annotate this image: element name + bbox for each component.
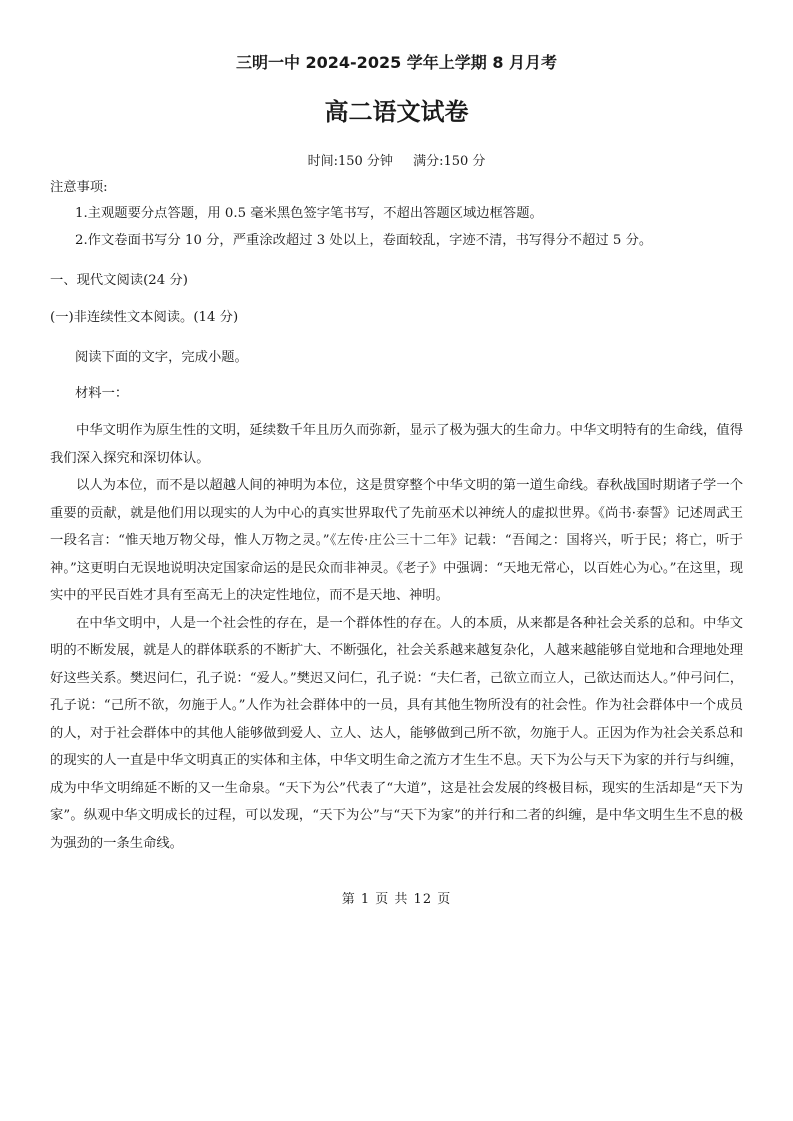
note-item-2: 2.作文卷面书写分 10 分，严重涂改超过 3 处以上，卷面较乱，字迹不清，书写得分不超过 5 分。 bbox=[75, 233, 653, 248]
material-label: 材料一： bbox=[75, 386, 129, 401]
paragraph: 以人为本位，而不是以超越人间的神明为本位，这是贯穿整个中华文明的第一道生命线。春秋战国时期诸子学一个重要的贡献，就是他们用以现实的人为中心的真实世界取代了先前巫术以神统人的虚拟世界。《尚书·泰誓》记述周武王一段名言：“惟天地万物父母，惟人万物之灵。”《左传·庄公三十二年》记载：“吾闻之：国将兴，听于民；将亡，听于神。”这更明白无误地说明决定国家命运的是民众而非神灵。《老子》中强调：“天地无常心，以百姓心为心。”在这里，现实中的平民百姓才具有至高无上的决定性地位，而不是天地、神明。 bbox=[50, 478, 743, 603]
paragraph: 在中华文明中，人是一个社会性的存在，是一个群体性的存在。人的本质，从来都是各种社会关系的总和。中华文明的不断发展，就是人的群体联系的不断扩大、不断强化，社会关系越来越复杂化，人越来越能够自觉地和合理地处理好这些关系。樊迟问仁，孔子说：“爱人。”樊迟又问仁，孔子说：“夫仁者，己欲立而立人，己欲达而达人。”仲弓问仁，孔子说：“己所不欲，勿施于人。”人作为社会群体中的一员，具有其他生物所没有的社会性。作为社会群体中一个成员的人，对于社会群体中的其他人能够做到爱人、立人、达人，能够做到己所不欲，勿施于人。正因为作为社会关系总和的现实的人一直是中华文明真正的实体和主体，中华文明生命之流方才生生不息。天下为公与天下为家的并行与纠缠，成为中华文明绵延不断的又一生命泉。“天下为公”代表了“大道”，这是社会发展的终极目标，现实的生活却是“天下为家”。纵观中华文明成长的过程，可以发现，“天下为公”与“天下为家”的并行和二者的纠缠，是中华文明生生不息的极为强劲的一条生命线。 bbox=[50, 615, 743, 851]
section-heading: 一、现代文阅读(24 分) bbox=[50, 273, 188, 288]
note-item-1: 1.主观题要分点答题，用 0.5 毫米黑色签字笔书写，不超出答题区域边框答题。 bbox=[75, 206, 543, 221]
page-title: 高二语文试卷 bbox=[324, 98, 469, 126]
exam-info bbox=[0, 150, 793, 169]
reading-passage bbox=[50, 417, 743, 857]
full-score: 满分:150 分 bbox=[413, 154, 486, 169]
page-footer: 第 1 页 共 12 页 bbox=[341, 892, 452, 907]
subsection-heading: (一)非连续性文本阅读。(14 分) bbox=[50, 310, 239, 325]
school-exam-line: 三明一中 2024-2025 学年上学期 8 月月考 bbox=[235, 53, 558, 72]
reading-instruction: 阅读下面的文字，完成小题。 bbox=[75, 350, 248, 365]
paragraph: 中华文明作为原生性的文明，延续数千年且历久而弥新，显示了极为强大的生命力。中华文明特有的生命线，值得我们深入探究和深切体认。 bbox=[50, 423, 743, 466]
notes-heading: 注意事项: bbox=[50, 180, 108, 195]
time-limit: 时间:150 分钟 bbox=[307, 154, 393, 169]
